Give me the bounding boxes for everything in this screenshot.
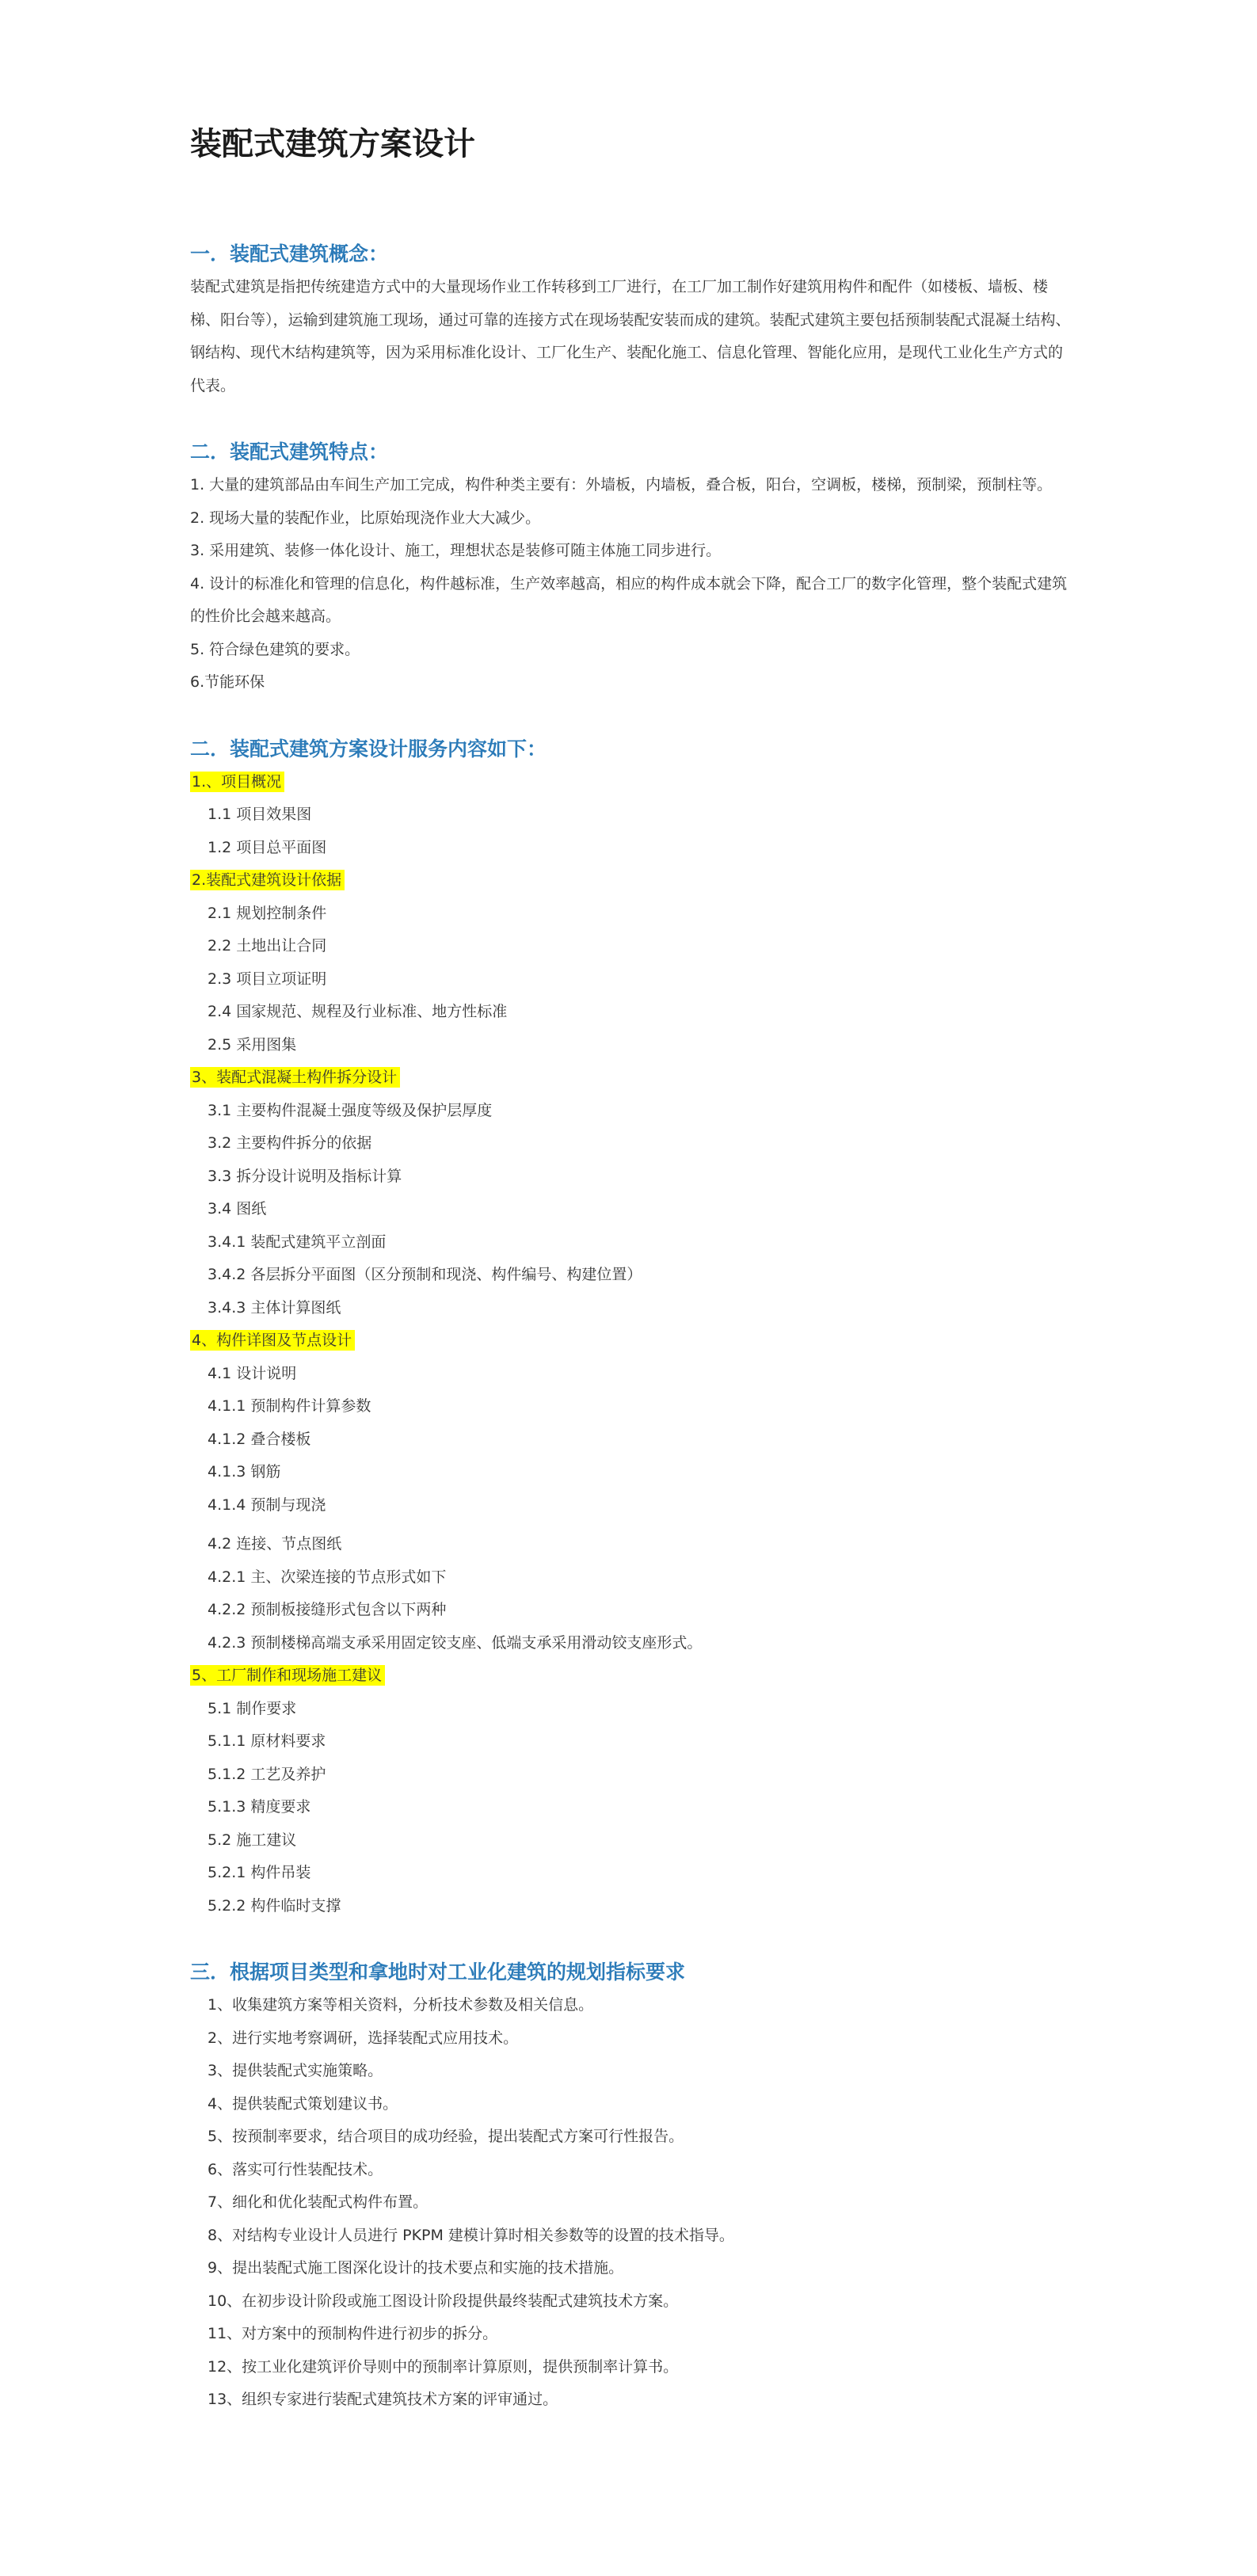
outline-heading — [190, 1660, 1077, 1693]
list-item: 2.3 项目立项证明 — [208, 970, 327, 988]
list-item: 4、提供装配式策划建议书。 — [208, 2094, 398, 2113]
list-item: 5.1 制作要求 — [208, 1699, 297, 1717]
features-list — [190, 469, 1077, 699]
list-item: 3.1 主要构件混凝土强度等级及保护层厚度 — [208, 1101, 493, 1119]
list-item: 3.2 主要构件拆分的依据 — [208, 1134, 372, 1152]
section-title: 一．装配式建筑概念： — [190, 242, 389, 265]
section-title: 二．装配式建筑方案设计服务内容如下： — [190, 737, 547, 760]
list-item: 2.2 土地出让合同 — [208, 937, 327, 955]
list-item: 4. 设计的标准化和管理的信息化，构件越标准，生产效率越高，相应的构件成本就会下降，配合工厂的数字化管理，整个装配式建筑的性价比会越来越高。 — [190, 574, 1068, 625]
list-item: 3.4.3 主体计算图纸 — [208, 1298, 341, 1317]
document-body — [190, 119, 1077, 2417]
list-item: 5.1.1 原材料要求 — [208, 1732, 326, 1750]
list-item: 8、对结构专业设计人员进行 PKPM 建模计算时相关参数等的设置的技术指导。 — [208, 2226, 734, 2244]
outline-sublist — [190, 1693, 1077, 1923]
list-item: 4.2 连接、节点图纸 — [208, 1535, 342, 1553]
outline-sublist — [190, 1528, 1077, 1660]
list-item: 4.1.1 预制构件计算参数 — [208, 1397, 371, 1415]
list-item: 5.2 施工建议 — [208, 1831, 297, 1849]
list-item: 2. 现场大量的装配作业，比原始现浇作业大大减少。 — [190, 509, 541, 527]
list-item: 3、提供装配式实施策略。 — [208, 2062, 383, 2079]
list-item: 3. 采用建筑、装修一体化设计、施工，理想状态是装修可随主体施工同步进行。 — [190, 542, 722, 559]
list-item: 2、进行实地考察调研，选择装配式应用技术。 — [208, 2029, 519, 2047]
list-item: 5.2.1 构件吊装 — [208, 1864, 311, 1881]
list-item: 4.2.1 主、次梁连接的节点形式如下 — [208, 1568, 447, 1586]
outline-heading — [190, 864, 1077, 897]
list-item: 11、对方案中的预制构件进行初步的拆分。 — [208, 2325, 498, 2342]
outline-heading — [190, 766, 1077, 799]
list-item: 6、落实可行性装配技术。 — [208, 2160, 383, 2178]
requirements-list — [190, 1989, 1077, 2417]
list-item: 9、提出装配式施工图深化设计的技术要点和实施的技术措施。 — [208, 2259, 624, 2277]
section-title: 三．根据项目类型和拿地时对工业化建筑的规划指标要求 — [190, 1961, 686, 1983]
list-item: 5. 符合绿色建筑的要求。 — [190, 640, 360, 658]
list-item: 4.1.2 叠合楼板 — [208, 1430, 311, 1448]
section-features — [190, 436, 1077, 699]
list-item: 2.5 采用图集 — [208, 1035, 297, 1054]
list-item: 1.1 项目效果图 — [208, 806, 312, 823]
highlighted-heading: 4、构件详图及节点设计 — [190, 1330, 355, 1351]
list-item: 2.1 规划控制条件 — [208, 904, 327, 922]
list-item: 1. 大量的建筑部品由车间生产加工完成，构件种类主要有：外墙板，内墙板，叠合板，阳台，空调板，楼梯，预制梁，预制柱等。 — [190, 476, 1053, 493]
list-item: 13、组织专家进行装配式建筑技术方案的评审通过。 — [208, 2391, 558, 2408]
outline-heading — [190, 1324, 1077, 1358]
list-item: 7、细化和优化装配式构件布置。 — [208, 2193, 429, 2211]
list-item: 4.2.3 预制楼梯高端支承采用固定铰支座、低端支承采用滑动铰支座形式。 — [208, 1633, 703, 1652]
highlighted-heading: 2.装配式建筑设计依据 — [190, 870, 345, 890]
list-item: 1、收集建筑方案等相关资料，分析技术参数及相关信息。 — [208, 1996, 594, 2014]
list-item: 5.1.3 精度要求 — [208, 1798, 311, 1816]
outline-heading — [190, 1061, 1077, 1095]
outline-sublist — [190, 1095, 1077, 1325]
list-item: 5、按预制率要求，结合项目的成功经验，提出装配式方案可行性报告。 — [208, 2128, 684, 2145]
highlighted-heading: 3、装配式混凝土构件拆分设计 — [190, 1067, 400, 1088]
list-item: 5.1.2 工艺及养护 — [208, 1765, 326, 1783]
list-item: 4.1.4 预制与现浇 — [208, 1496, 326, 1514]
list-item: 3.4.2 各层拆分平面图（区分预制和现浇、构件编号、构建位置） — [208, 1266, 642, 1283]
highlighted-heading: 1.、项目概况 — [190, 772, 284, 792]
list-item: 12、按工业化建筑评价导则中的预制率计算原则，提供预制率计算书。 — [208, 2357, 679, 2376]
section-title: 二．装配式建筑特点： — [190, 440, 389, 463]
section-requirements — [190, 1956, 1077, 2417]
outline-sublist — [190, 798, 1077, 864]
outline-sublist — [190, 897, 1077, 1062]
list-item: 1.2 项目总平面图 — [208, 838, 327, 856]
highlighted-heading: 5、工厂制作和现场施工建议 — [190, 1665, 385, 1686]
section-concept — [190, 238, 1077, 402]
list-item: 2.4 国家规范、规程及行业标准、地方性标准 — [208, 1003, 508, 1020]
page-title: 装配式建筑方案设计 — [190, 126, 475, 162]
list-item: 4.2.2 预制板接缝形式包含以下两种 — [208, 1601, 447, 1618]
list-item: 3.4 图纸 — [208, 1200, 267, 1218]
outline-sublist — [190, 1358, 1077, 1522]
section-services — [190, 733, 1077, 1923]
list-item: 5.2.2 构件临时支撑 — [208, 1896, 341, 1915]
list-item: 3.3 拆分设计说明及指标计算 — [208, 1167, 402, 1185]
section-paragraph: 装配式建筑是指把传统建造方式中的大量现场作业工作转移到工厂进行，在工厂加工制作好建筑用构件和配件（如楼板、墙板、楼梯、阳台等），运输到建筑施工现场，通过可靠的连接方式在现场装配安装而成的建筑。装配式建筑主要包括预制装配式混凝土结构、钢结构、现代木结构建筑等，因为采用标准化设计、工厂化生产、装配化施工、信息化管理、智能化应用，是现代工业化生产方式的代表。 — [190, 278, 1071, 394]
list-item: 6.节能环保 — [190, 673, 265, 691]
list-item: 4.1 设计说明 — [208, 1364, 297, 1382]
list-item: 10、在初步设计阶段或施工图设计阶段提供最终装配式建筑技术方案。 — [208, 2292, 679, 2310]
list-item: 3.4.1 装配式建筑平立剖面 — [208, 1233, 387, 1251]
list-item: 4.1.3 钢筋 — [208, 1463, 281, 1480]
